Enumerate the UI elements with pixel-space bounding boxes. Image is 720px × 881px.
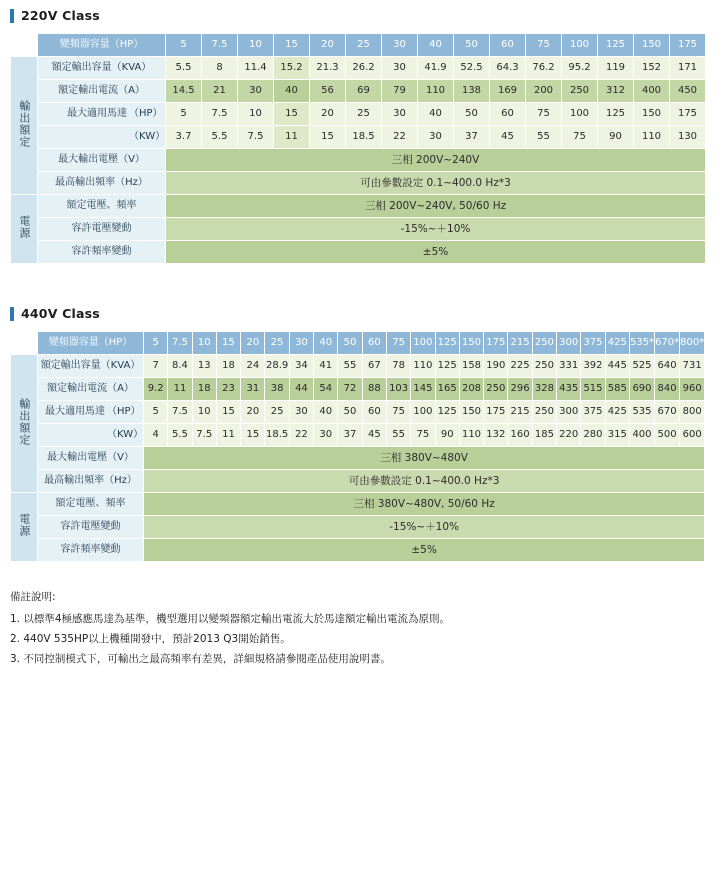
cell: 185	[532, 424, 556, 447]
row-label: 額定輸出電流（A）	[38, 378, 144, 401]
cell: 500	[655, 424, 680, 447]
cell: 30	[314, 424, 338, 447]
section-title: 440V Class	[21, 306, 100, 321]
cell: 24	[241, 355, 265, 378]
group-label-power-source: 電源	[11, 195, 38, 264]
section-heading-440v	[10, 306, 720, 321]
row-label-unit: （KW）	[129, 131, 166, 143]
cell: 22	[289, 424, 313, 447]
cell: 55	[386, 424, 410, 447]
cell: 18	[192, 378, 216, 401]
corner-cell	[11, 34, 38, 57]
cell: 54	[314, 378, 338, 401]
cell: 110	[411, 355, 435, 378]
cell: 75	[411, 424, 435, 447]
cell: 15	[216, 401, 240, 424]
cell: 20	[241, 401, 265, 424]
cell: 250	[532, 401, 556, 424]
cell: 50	[454, 103, 490, 126]
cell: 103	[386, 378, 410, 401]
cell: 15.2	[274, 57, 310, 80]
cell: 175	[670, 103, 706, 126]
header-cell: 300	[557, 332, 581, 355]
cell: 110	[459, 424, 483, 447]
cell: 30	[289, 401, 313, 424]
table-row	[11, 218, 706, 241]
table-row	[11, 80, 706, 103]
header-cell: 15	[274, 34, 310, 57]
cell: 15	[274, 103, 310, 126]
cell: 75	[562, 126, 598, 149]
section-spacer	[0, 264, 720, 298]
cell-span: -15%~＋10%	[166, 218, 706, 241]
header-cell: 50	[454, 34, 490, 57]
table-row	[11, 241, 706, 264]
cell: 150	[459, 401, 483, 424]
cell: 138	[454, 80, 490, 103]
table-row	[11, 470, 705, 493]
header-label: 變頻器容量（HP）	[38, 34, 166, 57]
cell: 400	[634, 80, 670, 103]
cell: 5.5	[202, 126, 238, 149]
cell: 125	[435, 355, 459, 378]
cell: 225	[508, 355, 532, 378]
cell: 88	[362, 378, 386, 401]
group-label-output-rating: 輸出額定	[11, 57, 38, 195]
cell: 160	[508, 424, 532, 447]
cell: 515	[581, 378, 605, 401]
cell-span: 三相 200V~240V, 50/60 Hz	[166, 195, 706, 218]
cell: 5	[166, 103, 202, 126]
corner-cell	[11, 332, 38, 355]
table-row	[11, 516, 705, 539]
cell: 5.5	[168, 424, 192, 447]
cell: 535	[629, 401, 654, 424]
cell-span: 可由參數設定 0.1~400.0 Hz*3	[166, 172, 706, 195]
cell: 435	[557, 378, 581, 401]
table-row	[11, 172, 706, 195]
row-label-unit: （HP）	[107, 406, 141, 418]
cell: 250	[562, 80, 598, 103]
group-label-output-rating: 輸出額定	[11, 355, 38, 493]
row-label: 額定電壓、頻率	[38, 493, 144, 516]
cell: 40	[418, 103, 454, 126]
cell: 158	[459, 355, 483, 378]
header-cell: 125	[435, 332, 459, 355]
cell: 30	[238, 80, 274, 103]
cell: 5.5	[166, 57, 202, 80]
row-label-unit: （KW）	[107, 429, 144, 441]
note-item: 2. 440V 535HP以上機種開發中，預計2013 Q3開始銷售。	[10, 632, 291, 645]
cell: 90	[598, 126, 634, 149]
cell: 8.4	[168, 355, 192, 378]
cell: 250	[532, 355, 556, 378]
cell-span: ±5%	[144, 539, 705, 562]
cell: 731	[680, 355, 705, 378]
cell: 165	[435, 378, 459, 401]
header-cell: 40	[314, 332, 338, 355]
row-label: 容許頻率變動	[38, 241, 166, 264]
cell: 30	[382, 103, 418, 126]
row-label: 最大輸出電壓（V）	[38, 447, 144, 470]
header-cell: 25	[265, 332, 289, 355]
cell: 31	[241, 378, 265, 401]
section-title: 220V Class	[21, 8, 100, 23]
cell: 23	[216, 378, 240, 401]
cell: 37	[454, 126, 490, 149]
cell: 7.5	[168, 401, 192, 424]
cell: 100	[411, 401, 435, 424]
cell: 60	[362, 401, 386, 424]
header-cell: 5	[144, 332, 168, 355]
cell: 60	[490, 103, 526, 126]
row-label-unit: （HP）	[129, 108, 163, 120]
cell: 150	[634, 103, 670, 126]
cell: 79	[382, 80, 418, 103]
cell: 392	[581, 355, 605, 378]
cell: 41.9	[418, 57, 454, 80]
cell: 585	[605, 378, 629, 401]
cell: 4	[144, 424, 168, 447]
header-cell: 175	[484, 332, 508, 355]
cell: 100	[562, 103, 598, 126]
cell: 450	[670, 80, 706, 103]
cell: 312	[598, 80, 634, 103]
cell: 30	[382, 57, 418, 80]
cell: 119	[598, 57, 634, 80]
table-row	[11, 195, 706, 218]
header-cell: 10	[238, 34, 274, 57]
header-cell: 25	[346, 34, 382, 57]
row-label: 最高輸出頻率（Hz）	[38, 172, 166, 195]
cell: 9.2	[144, 378, 168, 401]
table-row	[11, 539, 705, 562]
cell: 75	[386, 401, 410, 424]
cell: 7.5	[192, 424, 216, 447]
cell: 44	[289, 378, 313, 401]
cell: 690	[629, 378, 654, 401]
cell: 18.5	[265, 424, 289, 447]
row-label	[38, 401, 144, 424]
cell-span: -15%~＋10%	[144, 516, 705, 539]
cell: 300	[557, 401, 581, 424]
cell-span: ±5%	[166, 241, 706, 264]
header-cell: 40	[418, 34, 454, 57]
cell: 78	[386, 355, 410, 378]
cell: 425	[605, 401, 629, 424]
cell: 125	[598, 103, 634, 126]
cell-span: 三相 380V~480V	[144, 447, 705, 470]
header-cell: 100	[562, 34, 598, 57]
cell: 25	[265, 401, 289, 424]
header-cell: 30	[289, 332, 313, 355]
table-row	[11, 103, 706, 126]
cell: 110	[634, 126, 670, 149]
cell: 200	[526, 80, 562, 103]
cell: 14.5	[166, 80, 202, 103]
cell: 13	[192, 355, 216, 378]
cell: 22	[382, 126, 418, 149]
header-cell: 215	[508, 332, 532, 355]
header-cell: 15	[216, 332, 240, 355]
cell: 40	[314, 401, 338, 424]
cell: 45	[490, 126, 526, 149]
cell-span: 三相 380V~480V, 50/60 Hz	[144, 493, 705, 516]
cell: 41	[314, 355, 338, 378]
cell: 171	[670, 57, 706, 80]
cell: 28.9	[265, 355, 289, 378]
cell: 215	[508, 401, 532, 424]
row-label: 額定輸出容量（KVA）	[38, 355, 144, 378]
cell: 18	[216, 355, 240, 378]
row-label	[38, 103, 166, 126]
cell: 7.5	[202, 103, 238, 126]
cell: 130	[670, 126, 706, 149]
table-header-row	[11, 34, 706, 57]
header-cell: 800*	[680, 332, 705, 355]
cell: 30	[418, 126, 454, 149]
table-row	[11, 493, 705, 516]
table-row	[11, 355, 705, 378]
cell: 110	[418, 80, 454, 103]
cell: 175	[484, 401, 508, 424]
table-row	[11, 378, 705, 401]
cell: 600	[680, 424, 705, 447]
header-cell: 50	[338, 332, 362, 355]
row-label: 最高輸出頻率（Hz）	[38, 470, 144, 493]
cell: 76.2	[526, 57, 562, 80]
cell: 11.4	[238, 57, 274, 80]
cell: 11	[274, 126, 310, 149]
cell: 10	[238, 103, 274, 126]
cell: 190	[484, 355, 508, 378]
cell: 800	[680, 401, 705, 424]
cell: 145	[411, 378, 435, 401]
cell: 95.2	[562, 57, 598, 80]
cell: 169	[490, 80, 526, 103]
cell: 72	[338, 378, 362, 401]
spec-sheet-page	[0, 8, 720, 670]
cell: 670	[655, 401, 680, 424]
cell: 220	[557, 424, 581, 447]
cell: 55	[338, 355, 362, 378]
cell: 50	[338, 401, 362, 424]
row-label-text: 最大適用馬達	[67, 108, 127, 120]
note-item: 3. 不同控制模式下，可輸出之最高頻率有差異，詳細規格請參閱產品使用說明書。	[10, 652, 391, 665]
header-cell: 75	[386, 332, 410, 355]
cell: 34	[289, 355, 313, 378]
cell: 10	[192, 401, 216, 424]
row-label: 額定輸出電流（A）	[38, 80, 166, 103]
cell: 152	[634, 57, 670, 80]
cell: 55	[526, 126, 562, 149]
header-cell: 20	[310, 34, 346, 57]
cell: 208	[459, 378, 483, 401]
row-label: 容許電壓變動	[38, 218, 166, 241]
cell: 11	[216, 424, 240, 447]
header-cell: 7.5	[168, 332, 192, 355]
table-row	[11, 447, 705, 470]
row-label-text: 最大適用馬達	[45, 406, 105, 418]
cell: 7.5	[238, 126, 274, 149]
cell: 18.5	[346, 126, 382, 149]
cell: 328	[532, 378, 556, 401]
header-cell: 375	[581, 332, 605, 355]
row-label: 容許頻率變動	[38, 539, 144, 562]
cell: 11	[168, 378, 192, 401]
cell: 21	[202, 80, 238, 103]
header-cell: 670*	[655, 332, 680, 355]
header-cell: 250	[532, 332, 556, 355]
row-label: 最大輸出電壓（V）	[38, 149, 166, 172]
cell: 640	[655, 355, 680, 378]
cell: 445	[605, 355, 629, 378]
header-cell: 20	[241, 332, 265, 355]
header-cell: 30	[382, 34, 418, 57]
cell: 56	[310, 80, 346, 103]
cell: 75	[526, 103, 562, 126]
header-cell: 425	[605, 332, 629, 355]
header-cell: 60	[490, 34, 526, 57]
spec-table-220v	[10, 33, 706, 264]
notes-title: 備註說明:	[10, 591, 56, 603]
cell: 15	[310, 126, 346, 149]
cell: 315	[605, 424, 629, 447]
table-row	[11, 126, 706, 149]
cell: 20	[310, 103, 346, 126]
section-heading-220v	[10, 8, 720, 23]
accent-bar-icon	[10, 9, 14, 23]
cell-span: 三相 200V~240V	[166, 149, 706, 172]
cell: 38	[265, 378, 289, 401]
header-cell: 125	[598, 34, 634, 57]
row-label	[38, 424, 144, 447]
cell: 90	[435, 424, 459, 447]
cell: 40	[274, 80, 310, 103]
cell: 296	[508, 378, 532, 401]
row-label: 額定電壓、頻率	[38, 195, 166, 218]
header-cell: 535*	[629, 332, 654, 355]
header-cell: 100	[411, 332, 435, 355]
cell: 331	[557, 355, 581, 378]
cell: 25	[346, 103, 382, 126]
header-cell: 75	[526, 34, 562, 57]
row-label	[38, 126, 166, 149]
header-cell: 150	[634, 34, 670, 57]
cell: 400	[629, 424, 654, 447]
header-cell: 60	[362, 332, 386, 355]
cell: 67	[362, 355, 386, 378]
cell: 21.3	[310, 57, 346, 80]
cell: 525	[629, 355, 654, 378]
note-item: 1. 以標準4極感應馬達為基準，機型選用以變頻器額定輸出電流大於馬達額定輸出電流為原則。	[10, 612, 451, 625]
cell: 69	[346, 80, 382, 103]
row-label: 容許電壓變動	[38, 516, 144, 539]
cell: 52.5	[454, 57, 490, 80]
table-row	[11, 57, 706, 80]
header-label: 變頻器容量（HP）	[38, 332, 144, 355]
header-cell: 7.5	[202, 34, 238, 57]
table-header-row	[11, 332, 705, 355]
cell: 8	[202, 57, 238, 80]
cell: 840	[655, 378, 680, 401]
cell: 45	[362, 424, 386, 447]
cell: 37	[338, 424, 362, 447]
header-cell: 5	[166, 34, 202, 57]
cell: 375	[581, 401, 605, 424]
cell: 5	[144, 401, 168, 424]
cell: 26.2	[346, 57, 382, 80]
cell: 15	[241, 424, 265, 447]
table-row	[11, 424, 705, 447]
header-cell: 175	[670, 34, 706, 57]
cell: 280	[581, 424, 605, 447]
cell: 125	[435, 401, 459, 424]
cell-span: 可由參數設定 0.1~400.0 Hz*3	[144, 470, 705, 493]
cell: 7	[144, 355, 168, 378]
cell: 960	[680, 378, 705, 401]
row-label: 額定輸出容量（KVA）	[38, 57, 166, 80]
table-row	[11, 149, 706, 172]
spec-table-440v	[10, 331, 705, 562]
header-cell: 10	[192, 332, 216, 355]
cell: 3.7	[166, 126, 202, 149]
cell: 132	[484, 424, 508, 447]
accent-bar-icon	[10, 307, 14, 321]
header-cell: 150	[459, 332, 483, 355]
cell: 64.3	[490, 57, 526, 80]
group-label-power-source: 電源	[11, 493, 38, 562]
table-row	[11, 401, 705, 424]
notes-block	[10, 588, 710, 670]
cell: 250	[484, 378, 508, 401]
